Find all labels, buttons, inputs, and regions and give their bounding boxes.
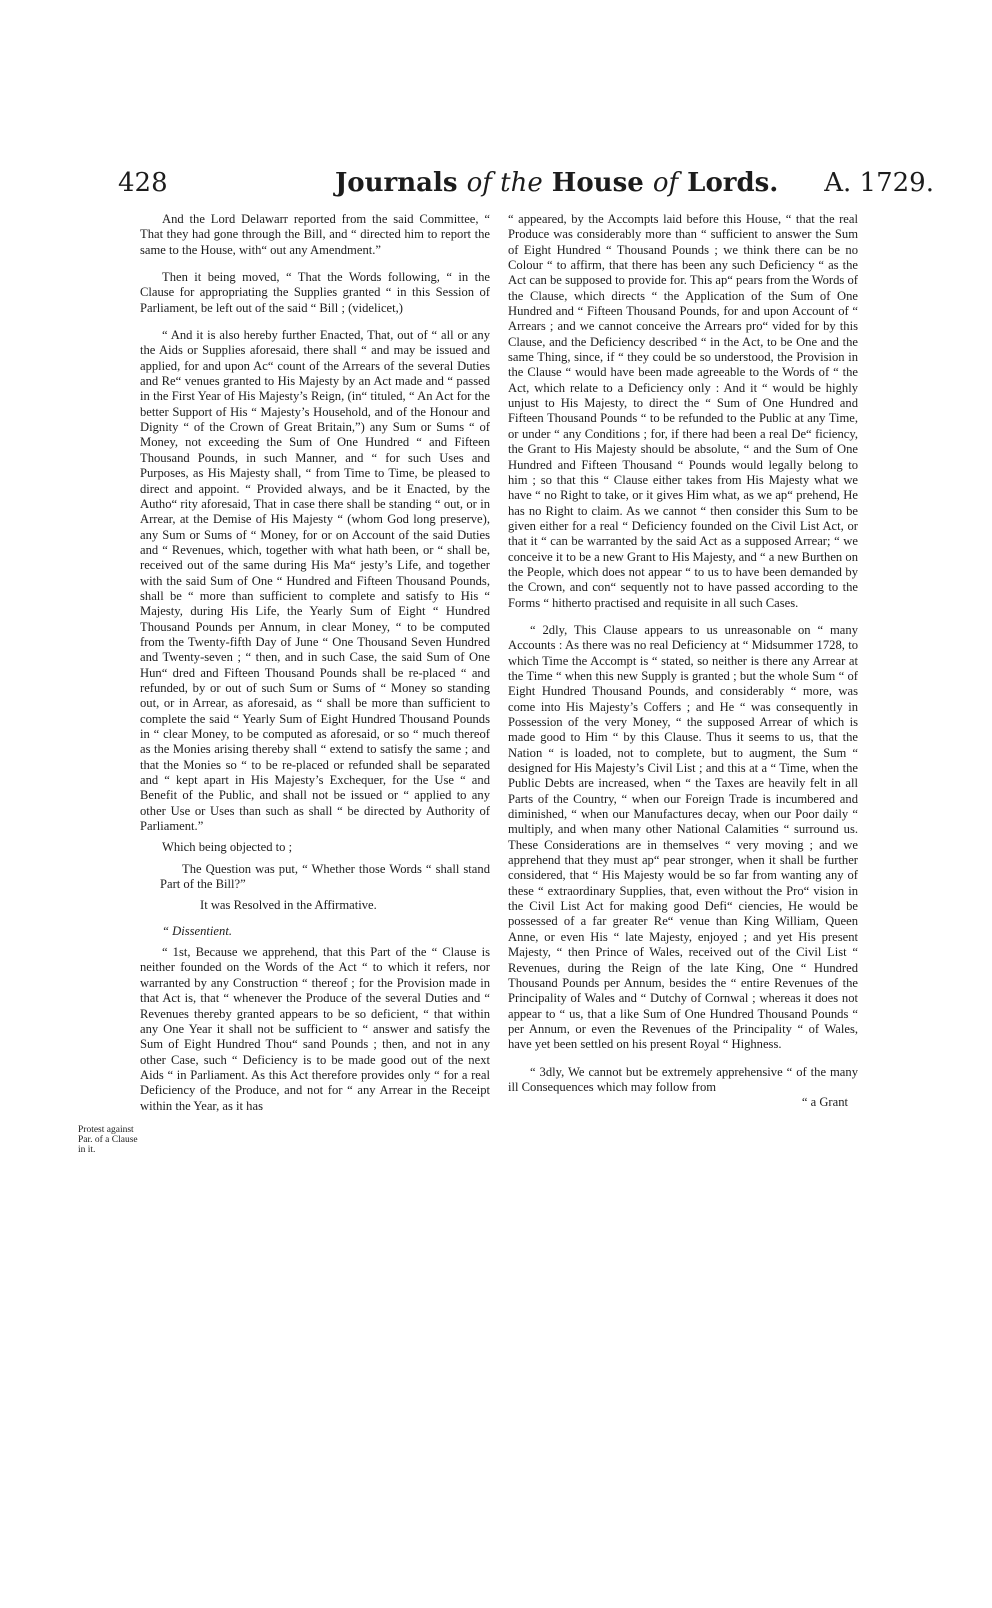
- first-reason-continued: “ appeared, by the Accompts laid before this House, “ that the real Produce was considerably more than “ sufficient to answer the Sum of Eight Hundred “ Thousand Pounds ; we think there can be no Colour “ to affirm, that there has been any such Deficiency “ as the Act can be supposed to provide for. This ap“ pears from the Words of the Clause, which directs “ the Application of the Sum of One Hundred and “ Fifteen Thousand Pounds, for and upon Account of “ Arrears ; and we cannot conceive the Arrears pro“ vided for by this Clause, and the Deficiency described “ in the Act, to be One and the same Thing, since, if “ they could be so understood, the Provision in the Clause “ would have been made agreeable to the Words of “ the Act, which relate to a Deficiency only : And it “ would be highly unjust to His Majesty, to direct the “ Sum of One Hundred and Fifteen Thousand Pounds “ to be refunded to the Public at any Time, or under “ any Conditions ; for, if there had been a real De“ ficiency, the Grant to His Majesty should be absolute, “ and the Sum of One Hundred and Fifteen Thousand “ Pounds would legally belong to him ; so that this “ Clause either takes from His Majesty what we have “ no Right to take, or it gives Him what, as we ap“ prehend, He has no Right to claim. As we cannot “ then consider this Sum to be given either for a real “ Deficiency founded on the Civil List Act, or that it “ can be warranted by the said Act as a supposed Arrear; “ we conceive it to be a new Grant to His Majesty, and “ a new Burthen on the People, which does not appear “ to us to have been demanded by the Crown, and con“ sequently not to have passed according to the Forms “ hitherto practised and requisite in all such Cases.: [508, 212, 858, 610]
- left-column: [140, 212, 490, 1114]
- page-header: [0, 168, 992, 208]
- running-title: [335, 168, 778, 198]
- title-journals: Journals: [335, 168, 458, 198]
- report-paragraph: And the Lord Delawarr reported from the said Committee, “ That they had gone through the Bill, and “ directed him to report the same to the House, with“ out any Amendment.”: [140, 212, 490, 257]
- title-lords: Lords.: [687, 168, 779, 198]
- first-reason: “ 1st, Because we apprehend, that this Part of the “ Clause is neither founded on the Words of the Act “ to which it refers, nor warranted by any Construction “ thereof ; for the Provision made in that Act is, that “ whenever the Produce of the several Duties and “ Revenues thereby granted appears to be so deficient, “ that within any One Year it shall not be sufficient to “ answer and satisfy the Sum of Eight Hundred Thou“ sand Pounds ; then, and not in any other Case, such “ Deficiency is to be made good out of the next Aids “ in Parliament. As this Act therefore provides only “ for a real Deficiency of the Produce, and not for “ any Arrear in the Receipt within the Year, as it has: [140, 945, 490, 1113]
- resolution-line: It was Resolved in the Affirmative.: [200, 898, 377, 913]
- motion-paragraph: Then it being moved, “ That the Words following, “ in the Clause for appropriating the Supplies granted “ in this Session of Parliament, be left out of the said “ Bill ; (videlicet,): [140, 270, 490, 315]
- clause-text: “ And it is also hereby further Enacted, That, out of “ all or any the Aids or Supplies aforesaid, there shall “ and may be issued and applied, for and upon Ac“ count of the Arrears of the several Duties and Re“ venues granted to His Majesty by an Act made and “ passed in the First Year of His Majesty’s Reign, (in“ tituled, “ An Act for the better Support of His “ Majesty’s Household, and of the Honour and Dignity “ of the Crown of Great Britain,”) any Sum or Sums “ of Money, not exceeding the Sum of One Hundred “ and Fifteen Thousand Pounds, in such Manner, and “ for such Uses and Purposes, as His Majesty shall, “ from Time to Time, be pleased to direct and appoint. “ Provided always, and be it Enacted, by the Autho“ rity aforesaid, That in case there shall be standing “ out, or in Arrear, at the Demise of His Majesty “ (whom God long preserve), any Sum or Sums of “ Money, for or on Account of the said Duties and “ Revenues, which, together with what hath been, or “ shall be, received out of the same during His Ma“ jesty’s Life, and together with the said Sum of One “ Hundred and Fifteen Thousand Pounds, shall be “ more than sufficient to complete and satisfy to His “ Majesty, during His Life, the Yearly Sum of Eight “ Hundred Thousand Pounds per Annum, in clear Money, “ to be computed from the Twenty-fifth Day of June “ One Thousand Seven Hundred and Twenty-seven ; “ then, and in such Case, the said Sum of One Hun“ dred and Fifteen Thousand Pounds shall be re-placed “ and refunded, by or out of such Sum or Sums of “ Money so standing out, or in Arrear, as aforesaid, as “ shall be more than sufficient to complete the said “ Yearly Sum of Eight Hundred Thousand Pounds in “ clear Money, to be computed as aforesaid, or so “ much thereof as the Monies arising thereby shall “ extend to satisfy the same ; and that the Monies so “ to be re-placed or refunded shall be separated and “ kept apart in His Majesty’s Exchequer, for the Use “ and Benefit of the Public, and shall not be issued or “ applied to any other Use or Uses than such as shall “ be directed by Authority of Parliament.”: [140, 328, 490, 834]
- title-house: House: [551, 168, 644, 198]
- second-reason: “ 2dly, This Clause appears to us unreasonable on “ many Accounts : As there was no real Deficiency at “ Midsummer 1728, to which Time the Accompt is “ stated, so neither is there any Arrear at the Time “ when this new Supply is granted ; but the whole Sum “ of Eight Hundred Thousand Pounds, and considerably “ more, was come into His Majesty’s Coffers ; and He “ was consequently in Possession of the very Money, “ the supposed Arrear of which is made good to Him “ by this Clause. Thus it seems to us, that the Nation “ is loaded, not to complete, but to augment, the Sum “ designed for His Majesty’s Civil List ; and this at a “ Time, when the Public Debts are increased, when “ the Taxes are heavily felt in all Parts of the Country, “ when our Foreign Trade is incumbered and diminished, “ when our Manufactures decay, when our Poor daily “ multiply, and when many other National Calamities “ surround us. These Considerations are in themselves “ very moving ; and we apprehend that they must ap“ pear stronger, when it shall be further considered, that “ His Majesty would be so far from wanting any of these “ extraordinary Supplies, that, even without the Pro“ vision in the Civil List Act for making good Defi“ ciencies, He would be possessed of a far greater Re“ venue than King William, Queen Anne, or even His “ late Majesty, enjoyed ; and yet His present Majesty, “ then Prince of Wales, received out of the Civil List “ Revenues, during the Reign of the late King, One “ Hundred Thousand Pounds per Annum, besides the “ entire Revenues of the Principality of Wales and “ Dutchy of Cornwal ; whereas it does not appear to “ us, that a like Sum of One Hundred Thousand Pounds “ per Annum, or even the Revenues of the Principality “ of Wales, have yet been settled on his present Royal “ Highness.: [508, 622, 858, 1052]
- margin-note: Protest against Par. of a Clause in it.: [78, 1125, 138, 1155]
- right-column: [508, 212, 858, 1111]
- third-reason: “ 3dly, We cannot but be extremely apprehensive “ of the many ill Consequences which may follow from: [508, 1064, 858, 1094]
- running-year: A. 1729.: [824, 168, 934, 198]
- title-of: of: [652, 168, 679, 198]
- objection-line: Which being objected to ;: [162, 840, 293, 855]
- question-line: The Question was put, “ Whether those Words “ shall stand Part of the Bill?”: [160, 861, 490, 892]
- title-of-the: of the: [466, 168, 543, 198]
- page-number: 428: [118, 168, 168, 198]
- dissentient-heading: “ Dissentient.: [162, 923, 232, 938]
- catchword: “ a Grant: [801, 1095, 848, 1110]
